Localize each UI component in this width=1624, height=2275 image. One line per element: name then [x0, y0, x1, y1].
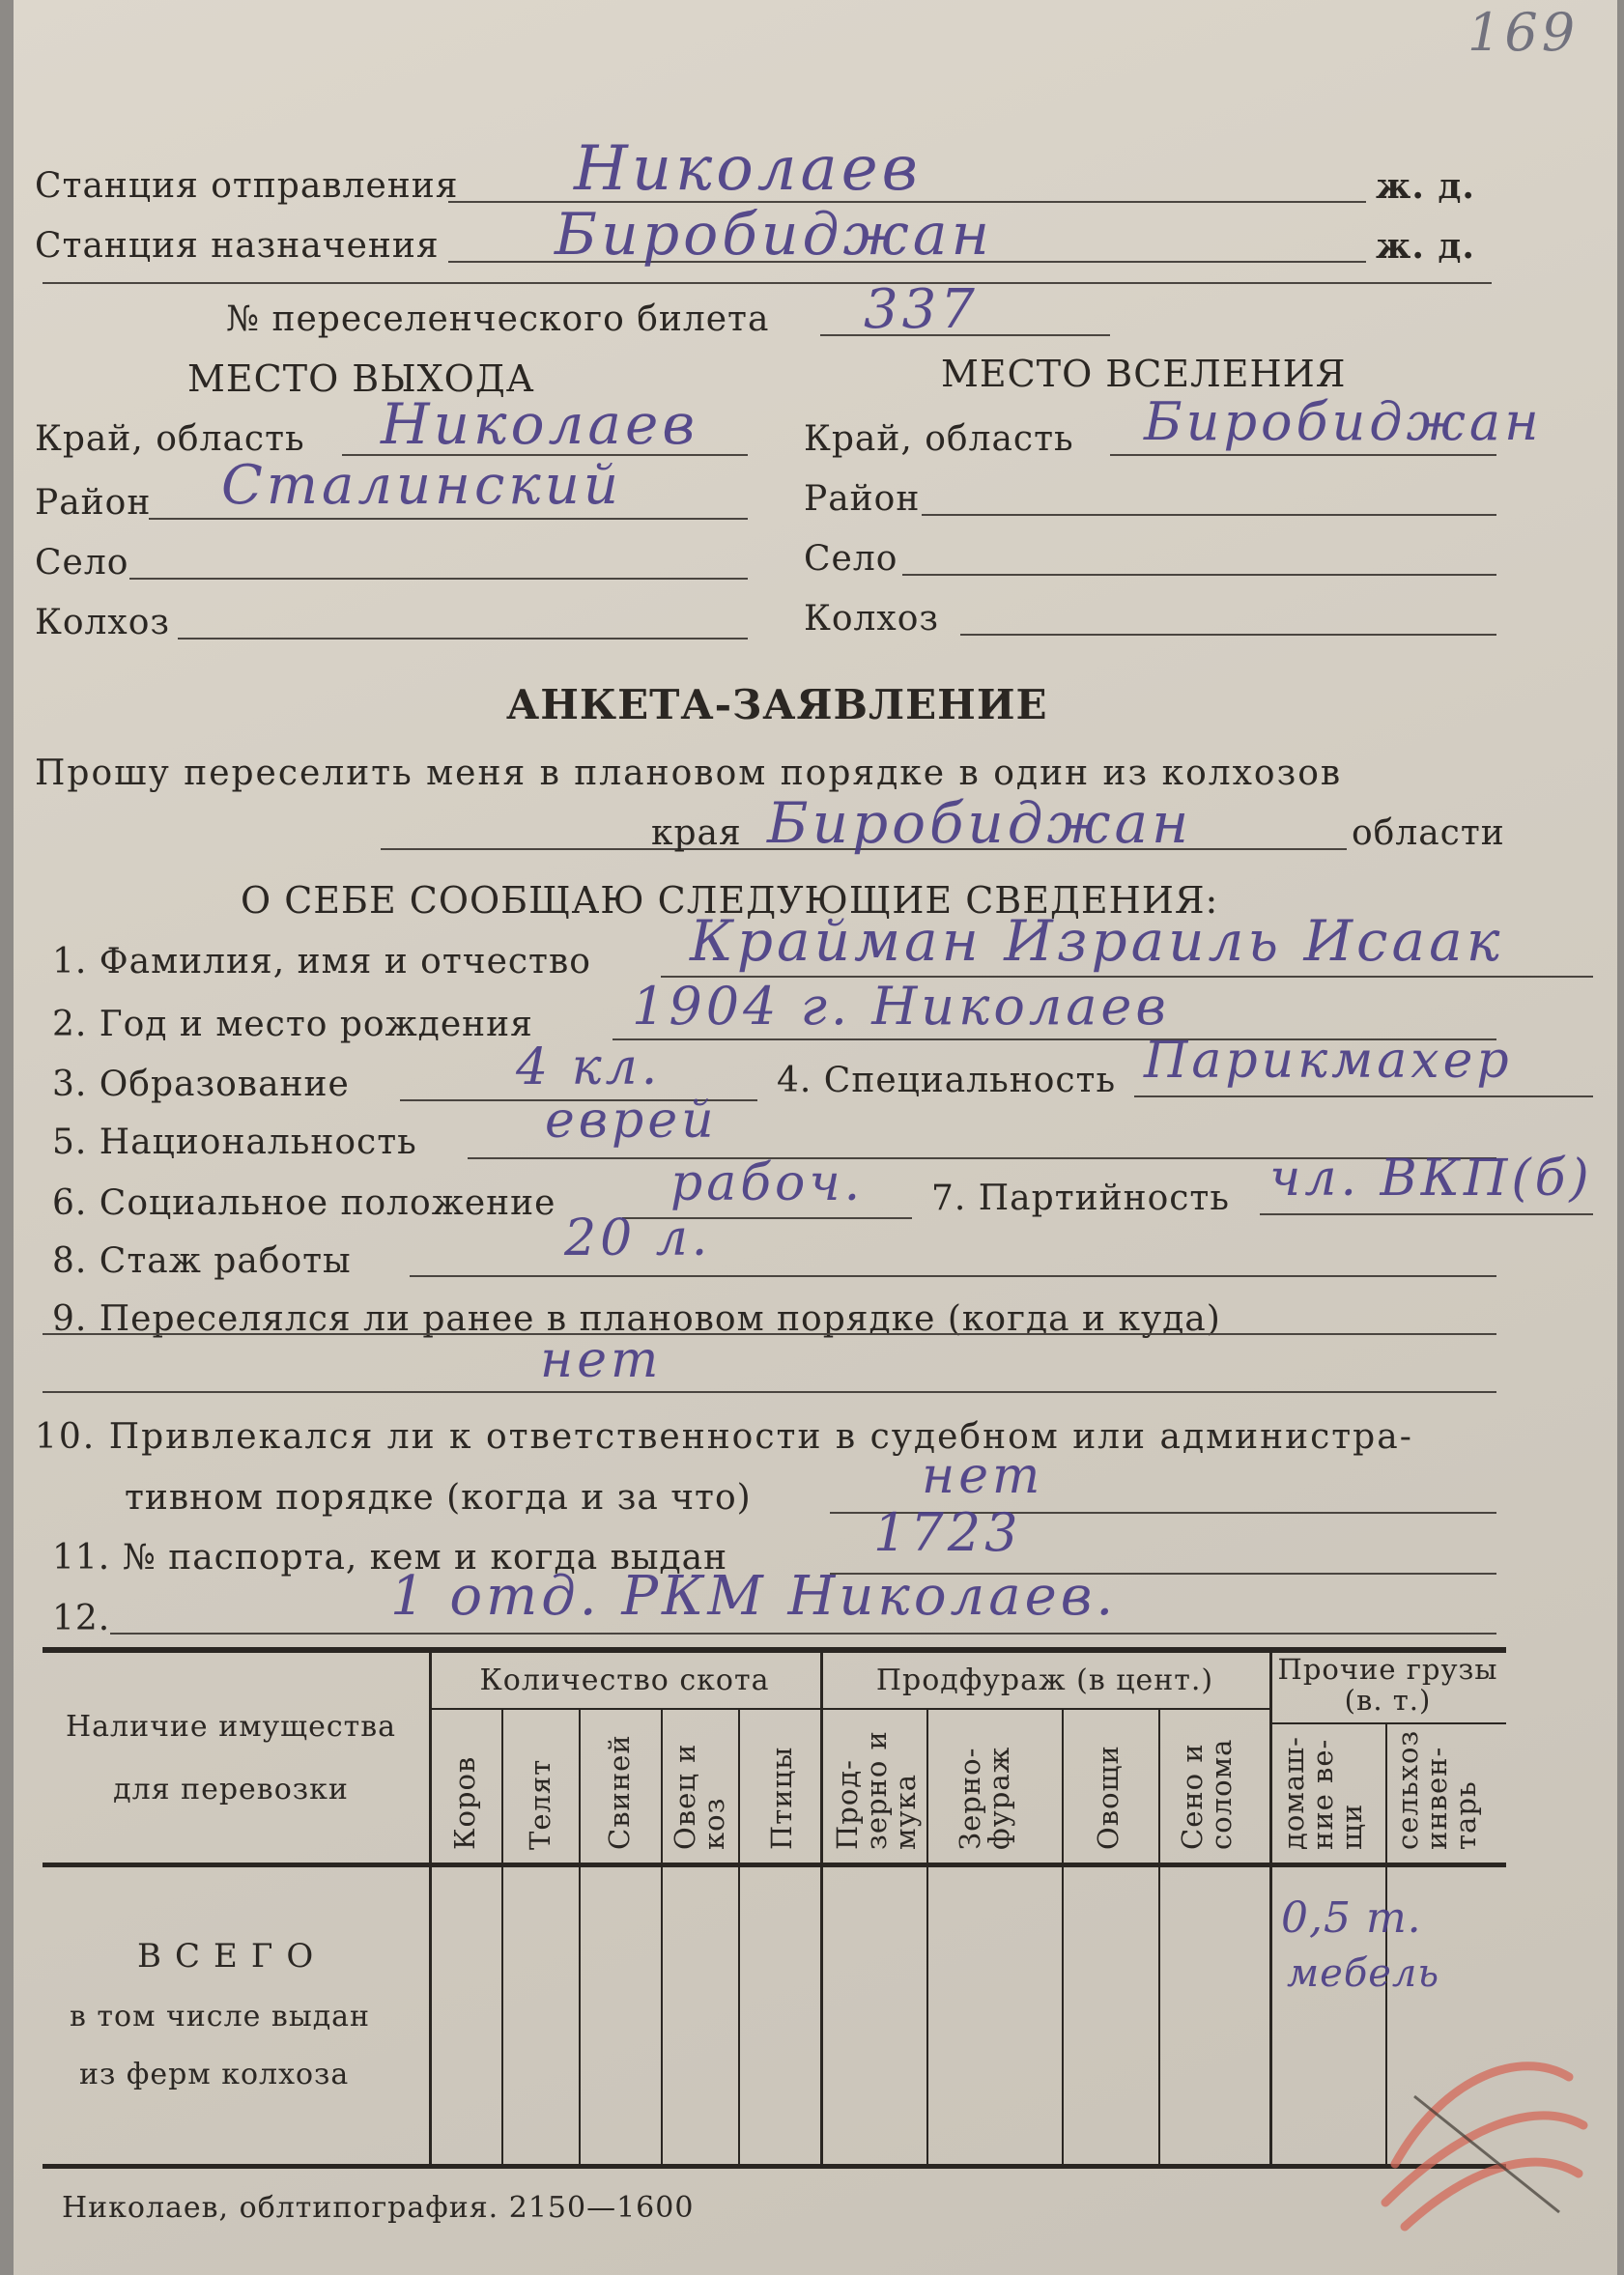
field-nationality-value: еврей [545, 1092, 718, 1150]
field-12-value: 1 отд. РКМ Николаев. [390, 1565, 1118, 1628]
settlement-heading: МЕСТО ВСЕЛЕНИЯ [941, 353, 1347, 395]
field-prior-resettlement-line-2 [43, 1352, 1496, 1393]
total-household-value: 0,5 т. [1281, 1893, 1422, 1943]
field-party-value: чл. ВКП(б) [1269, 1150, 1593, 1208]
field-liability-label-b: тивном порядке (когда и за что) [125, 1478, 752, 1518]
field-party-label: 7. Партийность [931, 1179, 1230, 1218]
origin-district-value: Сталинский [221, 454, 622, 517]
origin-village-label: Село [35, 543, 129, 583]
origin-heading: МЕСТО ВЫХОДА [187, 357, 535, 400]
settlement-village-label: Село [804, 539, 898, 579]
col-sheep-goats: Овец и коз [669, 1743, 730, 1850]
field-experience-value: 20 л. [564, 1209, 712, 1267]
field-birth-value: 1904 г. Николаев [632, 976, 1170, 1037]
ticket-label: № переселенческого билета [226, 299, 770, 339]
field-social-value: рабоч. [670, 1154, 865, 1212]
field-specialty-value: Парикмахер [1144, 1032, 1513, 1090]
origin-kolkhoz-line [178, 599, 748, 640]
group-feed: Продфураж (в цент.) [875, 1664, 1214, 1697]
col-household: домаш- ние ве- щи [1277, 1736, 1368, 1850]
origin-region-label: Край, область [35, 419, 305, 459]
destination-railway-suffix: ж. д. [1376, 226, 1475, 267]
field-nationality-label: 5. Национальность [52, 1123, 417, 1162]
field-education-value: 4 кл. [516, 1038, 662, 1096]
col-farm-tools: сельхоз инвен- тарь [1391, 1729, 1482, 1850]
col-cows: Коров [448, 1755, 481, 1850]
origin-village-line [129, 539, 748, 580]
col-pigs: Свиней [603, 1734, 636, 1850]
about-heading: О СЕБЕ СООБЩАЮ СЛЕДУЮЩИЕ СВЕДЕНИЯ: [241, 879, 1219, 922]
group-other-cargo: Прочие грузы (в. т.) [1277, 1653, 1498, 1717]
departure-railway-suffix: ж. д. [1376, 166, 1475, 207]
field-birth-label: 2. Год и место рождения [52, 1005, 533, 1044]
destination-station-label: Станция назначения [35, 226, 440, 266]
row-total: ВСЕГО [137, 1937, 328, 1976]
settlement-region-label: Край, область [804, 419, 1074, 459]
field-liability-label-a: 10. Привлекался ли к ответственности в судебном или администра- [35, 1417, 1413, 1457]
row-issued: в том числе выдан [70, 2000, 371, 2033]
field-specialty-label: 4. Специальность [777, 1061, 1117, 1100]
field-experience-label: 8. Стаж работы [52, 1241, 352, 1281]
field-prior-resettlement-label: 9. Переселялся ли ранее в плановом порядке (когда и куда) [52, 1299, 1221, 1339]
settlement-village-line [902, 535, 1496, 576]
printer-footer: Николаев, облтипография. 2150—1600 [62, 2191, 695, 2225]
col-poultry: Птицы [765, 1746, 798, 1850]
table-header-rule [43, 1863, 1506, 1867]
col-grain-flour: Прод- зерно и мука [831, 1730, 922, 1850]
col-calves: Телят [524, 1758, 556, 1850]
field-full-name-value: Крайман Израиль Исаак [690, 908, 1504, 974]
origin-kolkhoz-label: Колхоз [35, 603, 171, 642]
departure-station-label: Станция отправления [35, 166, 459, 206]
field-full-name-label: 1. Фамилия, имя и отчество [52, 942, 591, 981]
row-header-line-1: Наличие имущества [65, 1710, 397, 1744]
settlement-kolkhoz-label: Колхоз [804, 599, 940, 639]
field-liability-value: нет [922, 1447, 1044, 1505]
total-household-note: мебель [1287, 1951, 1440, 1996]
destination-station-value: Биробиджан [555, 201, 994, 269]
field-passport-label: 11. № паспорта, кем и когда выдан [52, 1538, 728, 1578]
origin-district-label: Район [35, 483, 152, 523]
request-oblasti-label: области [1352, 813, 1505, 853]
settlement-kolkhoz-line [960, 595, 1496, 636]
col-grain-fodder: Зерно- фураж [954, 1746, 1015, 1850]
col-hay-straw: Сено и солома [1176, 1738, 1238, 1850]
col-vegetables: Овощи [1092, 1745, 1125, 1850]
settlement-region-value: Биробиджан [1144, 391, 1543, 452]
station-divider [43, 282, 1492, 284]
settlement-district-line [922, 475, 1496, 516]
origin-region-value: Николаев [381, 391, 699, 457]
field-12-label: 12. [52, 1599, 111, 1638]
ticket-value: 337 [864, 278, 979, 341]
field-passport-value: 1723 [873, 1502, 1022, 1563]
field-prior-resettlement-value: нет [540, 1331, 663, 1389]
archive-number: 169 [1467, 2, 1580, 63]
departure-station-value: Николаев [574, 133, 922, 205]
request-kraya-label: края [651, 813, 742, 853]
group-livestock: Количество скота [479, 1664, 770, 1697]
form-title: АНКЕТА-ЗАЯВЛЕНИЕ [506, 681, 1048, 728]
row-from-farms: из ферм колхоза [79, 2058, 350, 2091]
form-sheet [14, 0, 1617, 2275]
field-education-label: 3. Образование [52, 1065, 350, 1104]
row-header-line-2: для перевозки [113, 1773, 349, 1806]
settlement-district-label: Район [804, 479, 921, 519]
field-social-label: 6. Социальное положение [52, 1183, 556, 1223]
field-prior-resettlement-line-1 [43, 1331, 1496, 1335]
request-kraya-value: Биробиджан [767, 790, 1193, 856]
table-bottom-rule [43, 2164, 1506, 2169]
red-pencil-mark [1366, 2019, 1598, 2241]
request-line: Прошу переселить меня в плановом порядке в один из колхозов [35, 754, 1343, 793]
